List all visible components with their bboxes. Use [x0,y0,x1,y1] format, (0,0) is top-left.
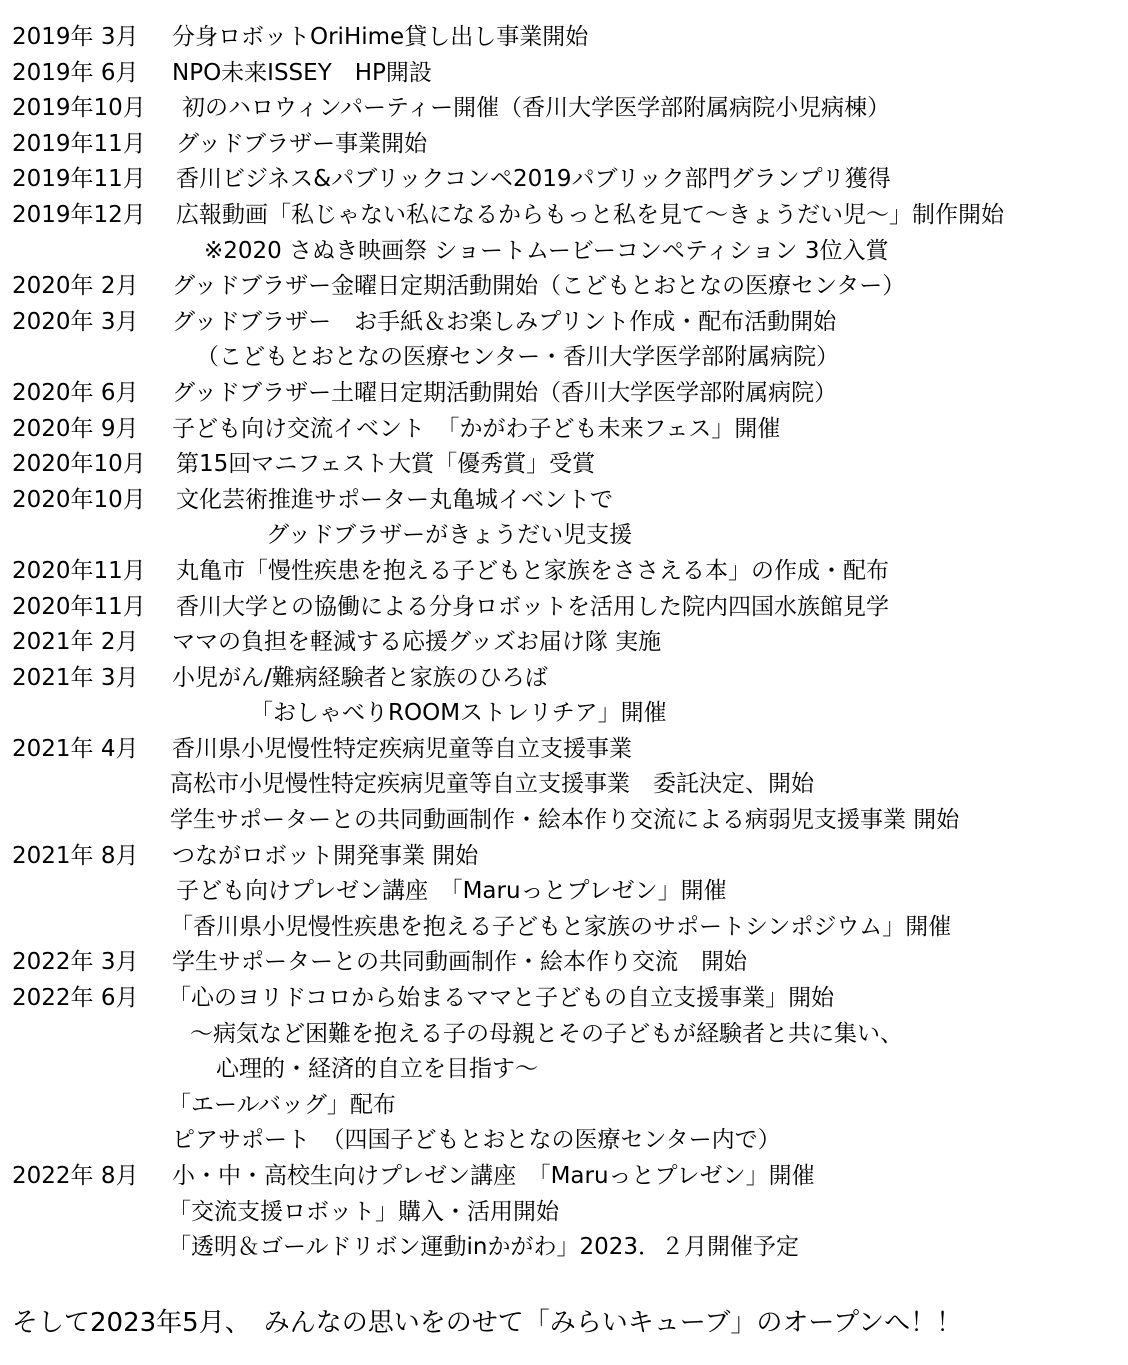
timeline-entry-continuation [0,696,1128,732]
timeline-entry-continuation [0,340,1128,376]
entry-text: グッドブラザー土曜日定期活動開始（香川大学医学部附属病院） [172,379,838,406]
entry-text: 高松市小児慢性特定疾病児童等自立支援事業 委託決定、開始 [170,771,814,798]
timeline-entry [0,376,1128,412]
entry-text: グッドブラザーがきょうだい児支援 [266,522,633,549]
entry-text: 香川大学との協働による分身ロボットを活用した院内四国水族館見学 [176,593,889,620]
entry-text: 「交流支援ロボット」購入・活用開始 [168,1198,559,1225]
entry-date: 2020年 6月 [12,379,139,406]
entry-text: 「エールバッグ」配布 [168,1091,396,1118]
entry-date: 2020年11月 [12,593,146,620]
entry-text: 初のハロウィンパーティー開催（香川大学医学部附属病院小児病棟） [182,95,891,122]
entry-text: 「香川県小児慢性疾患を抱える子どもと家族のサポートシンポジウム」開催 [170,913,952,940]
entry-text: （こどもとおとなの医療センター・香川大学医学部附属病院） [196,344,840,371]
timeline-entry-continuation [0,910,1128,946]
entry-date: 2019年11月 [12,166,146,193]
timeline-entry-continuation [0,1230,1128,1266]
entry-date: 2020年10月 [12,451,146,478]
timeline-entry [0,447,1128,483]
entry-date: 2020年 9月 [12,415,139,442]
entry-text: NPO未来ISSEY HP開設 [172,59,432,86]
entry-text: 丸亀市「慢性疾患を抱える子どもと家族をささえる本」の作成・配布 [176,557,889,584]
timeline-entry [0,732,1128,768]
entry-text: つながロボット開発事業 開始 [172,842,479,869]
entry-text: 学生サポーターとの共同動画制作・絵本作り交流による病弱児支援事業 開始 [170,807,960,834]
timeline-entry [0,162,1128,198]
entry-date: 2019年 6月 [12,59,139,86]
entry-date: 2020年 2月 [12,273,139,300]
entry-text: 分身ロボットOriHime貸し出し事業開始 [172,24,589,50]
timeline-entry [0,1159,1128,1195]
timeline-entry-continuation [0,1123,1128,1159]
entry-text: 「透明＆ゴールドリボン運動inかがわ」2023．２月開催予定 [168,1234,800,1261]
timeline-entry [0,945,1128,981]
timeline-entry [0,661,1128,697]
timeline-entry-continuation [0,1017,1128,1053]
entry-text: 心理的・経済的自立を目指す〜 [216,1056,538,1083]
timeline-entry-continuation [0,518,1128,554]
entry-date: 2019年10月 [12,95,146,122]
timeline-entry [0,198,1128,234]
entry-text: 文化芸術推進サポーター丸亀城イベントで [176,486,613,513]
entry-date: 2019年11月 [12,130,146,157]
entry-text: ピアサポート （四国子どもとおとなの医療センター内で） [172,1127,781,1154]
timeline-entry-continuation [0,1052,1128,1088]
timeline-entry [0,839,1128,875]
entry-text: 子ども向け交流イベント 「かがわ子ども未来フェス」開催 [172,415,781,442]
entry-date: 2022年 6月 [12,985,139,1012]
entry-date: 2021年 8月 [12,842,139,869]
entry-date: 2021年 3月 [12,664,139,691]
entry-text: 香川県小児慢性特定疾病児童等自立支援事業 [172,735,632,762]
entry-text: ※2020 さぬき映画祭 ショートムービーコンペティション 3位入賞 [204,237,889,264]
entry-date: 2022年 3月 [12,949,139,976]
timeline-entry [0,305,1128,341]
entry-date: 2020年11月 [12,557,146,584]
closing-statement: そして2023年5月、 みんなの思いをのせて「みらいキューブ」のオープンへ！！ [12,1308,963,1338]
entry-date: 2022年 8月 [12,1163,139,1189]
timeline-entry-continuation [0,1195,1128,1231]
entry-date: 2021年 4月 [12,735,139,762]
timeline-entry [0,412,1128,448]
timeline-entry [0,981,1128,1017]
entry-text: 子ども向けプレゼン講座 「Maruっとプレゼン」開催 [176,878,727,905]
timeline-list [0,20,1128,1266]
entry-text: 「おしゃべりROOMストレリチア」開催 [250,700,667,727]
entry-date: 2020年10月 [12,486,146,513]
entry-text: グッドブラザー お手紙＆お楽しみプリント作成・配布活動開始 [172,308,837,335]
entry-date: 2019年 3月 [12,24,139,50]
entry-text: 広報動画「私じゃない私になるからもっと私を見て〜きょうだい児〜」制作開始 [176,201,1004,228]
timeline-entry-continuation [0,803,1128,839]
timeline-entry-continuation [0,1088,1128,1124]
timeline-entry [0,269,1128,305]
timeline-entry [0,56,1128,92]
entry-text: 第15回マニフェスト大賞「優秀賞」受賞 [176,451,596,478]
entry-date: 2020年 3月 [12,308,139,335]
entry-text: グッドブラザー事業開始 [176,130,428,157]
entry-date: 2021年 2月 [12,629,139,656]
timeline-entry [0,127,1128,163]
timeline-entry [0,483,1128,519]
timeline-entry [0,625,1128,661]
entry-text: 学生サポーターとの共同動画制作・絵本作り交流 開始 [172,949,747,976]
entry-text: 「心のヨリドコロから始まるママと子どもの自立支援事業」開始 [168,985,835,1012]
entry-text: 〜病気など困難を抱える子の母親とその子どもが経験者と共に集い、 [190,1020,903,1047]
entry-text: 小・中・高校生向けプレゼン講座 「Maruっとプレゼン」開催 [172,1163,815,1189]
entry-date: 2019年12月 [12,201,146,228]
timeline-entry-continuation [0,767,1128,803]
entry-text: ママの負担を軽減する応援グッズお届け隊 実施 [172,629,662,656]
entry-text: グッドブラザー金曜日定期活動開始（こどもとおとなの医療センター） [172,273,906,300]
timeline-entry [0,20,1128,56]
timeline-entry-continuation [0,234,1128,270]
entry-text: 小児がん/難病経験者と家族のひろば [172,664,548,691]
entry-text: 香川ビジネス&パブリックコンペ2019パブリック部門グランプリ獲得 [176,166,891,193]
timeline-entry-continuation [0,874,1128,910]
timeline-entry [0,91,1128,127]
timeline-entry [0,590,1128,626]
timeline-entry [0,554,1128,590]
